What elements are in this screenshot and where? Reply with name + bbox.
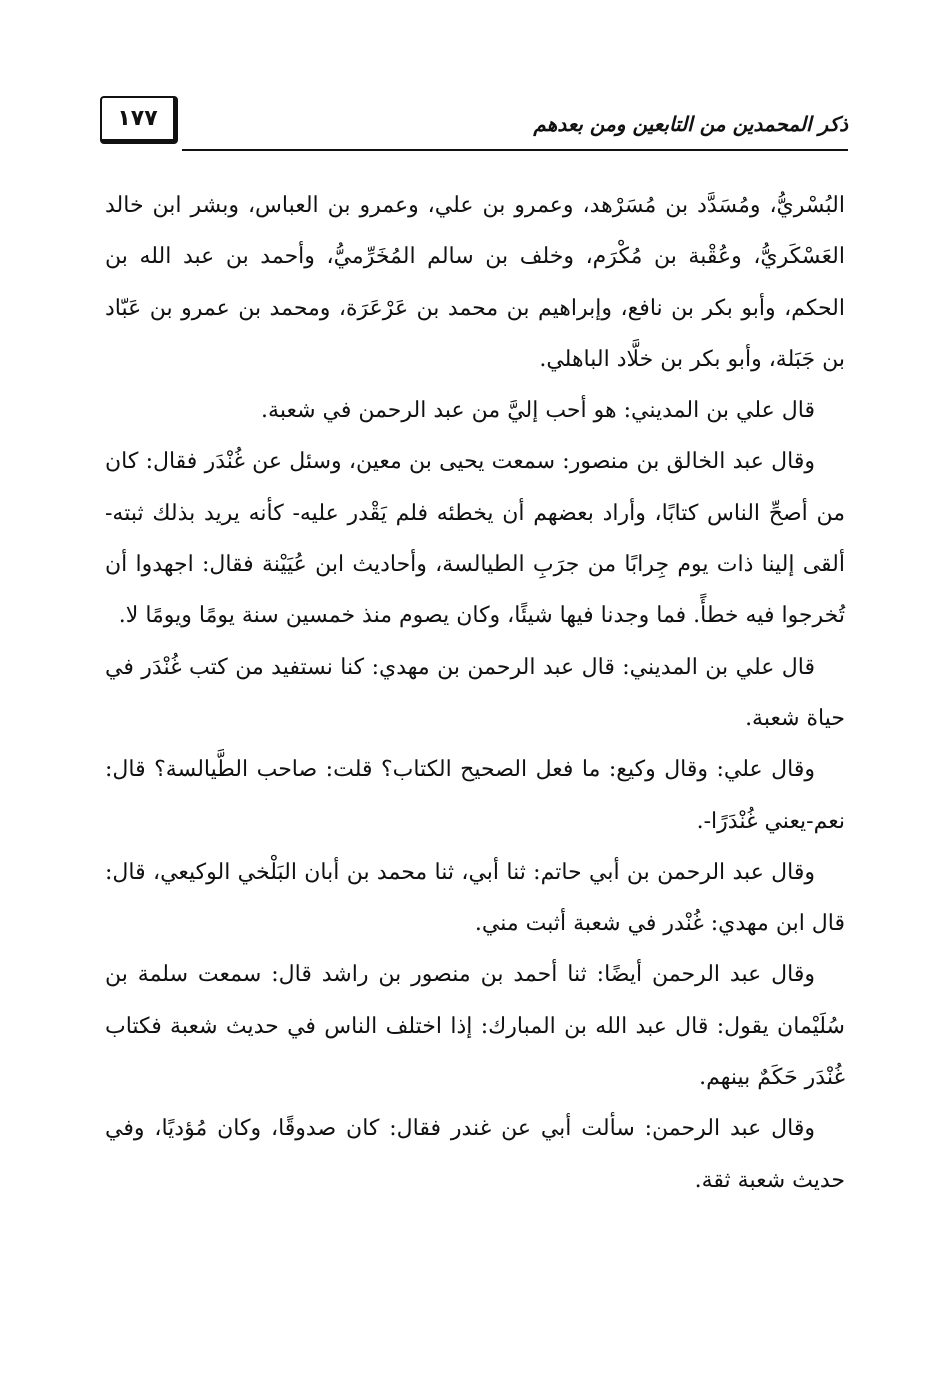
- page-header: [100, 96, 848, 154]
- paragraph-1: البُسْريُّ، ومُسَدَّد بن مُسَرْهد، وعمرو بن علي، وعمرو بن العباس، وبشر ابن خالد العَسْكَريُّ، وعُقْبة بن مُكْرَم، وخلف بن سالم المُخَرِّميُّ، وأحمد بن عبد الله بن الحكم، وأبو بكر بن نافع، وإبراهيم بن محمد بن عَرْعَرَة، ومحمد بن عمرو بن عَبّاد بن جَبَلة، وأبو بكر بن خلَّاد الباهلي.: [105, 193, 845, 372]
- paragraph-7: وقال عبد الرحمن أيضًا: ثنا أحمد بن منصور بن راشد قال: سمعت سلمة بن سُلَيْمان يقول: قال عبد الله بن المبارك: إذا اختلف الناس في حديث شعبة فكتاب غُنْدَر حَكَمٌ بينهم.: [105, 962, 845, 1091]
- paragraph-6: وقال عبد الرحمن بن أبي حاتم: ثنا أبي، ثنا محمد بن أبان البَلْخي الوكيعي، قال: قال ابن مهدي: غُنْدر في شعبة أثبت مني.: [105, 859, 845, 937]
- running-title: ذكر المحمدين من التابعين ومن بعدهم: [533, 112, 848, 136]
- paragraph-5: وقال علي: وقال وكيع: ما فعل الصحيح الكتاب؟ قلت: صاحب الطَّيالسة؟ قال: نعم-يعني غُنْدَرًا-.: [105, 757, 845, 834]
- paragraph-3: وقال عبد الخالق بن منصور: سمعت يحيى بن معين، وسئل عن غُنْدَر فقال: كان من أصحِّ الناس كتابًا، وأراد بعضهم أن يخطئه فلم يَقْدر عليه- كأنه يريد بذلك ثبته- ألقى إلينا ذات يوم جِرابًا من جرَبِ الطيالسة، وأحاديث ابن عُيَيْنة فقال: اجهدوا أن تُخرجوا فيه خطأً. فما وجدنا فيها شيئًا، وكان يصوم منذ خمسين سنة يومًا ويومًا لا.: [105, 449, 845, 629]
- header-rule: [182, 149, 848, 151]
- paragraph-8: وقال عبد الرحمن: سألت أبي عن غندر فقال: كان صدوقًا، وكان مُؤديًا، وفي حديث شعبة ثقة.: [105, 1116, 845, 1193]
- paragraph-2: قال علي بن المديني: هو أحب إليَّ من عبد الرحمن في شعبة.: [261, 398, 815, 424]
- body-text: [105, 180, 845, 1206]
- paragraph-4: قال علي بن المديني: قال عبد الرحمن بن مهدي: كنا نستفيد من كتب غُنْدَر في حياة شعبة.: [105, 654, 845, 731]
- page-number: ١٧٧: [100, 96, 178, 144]
